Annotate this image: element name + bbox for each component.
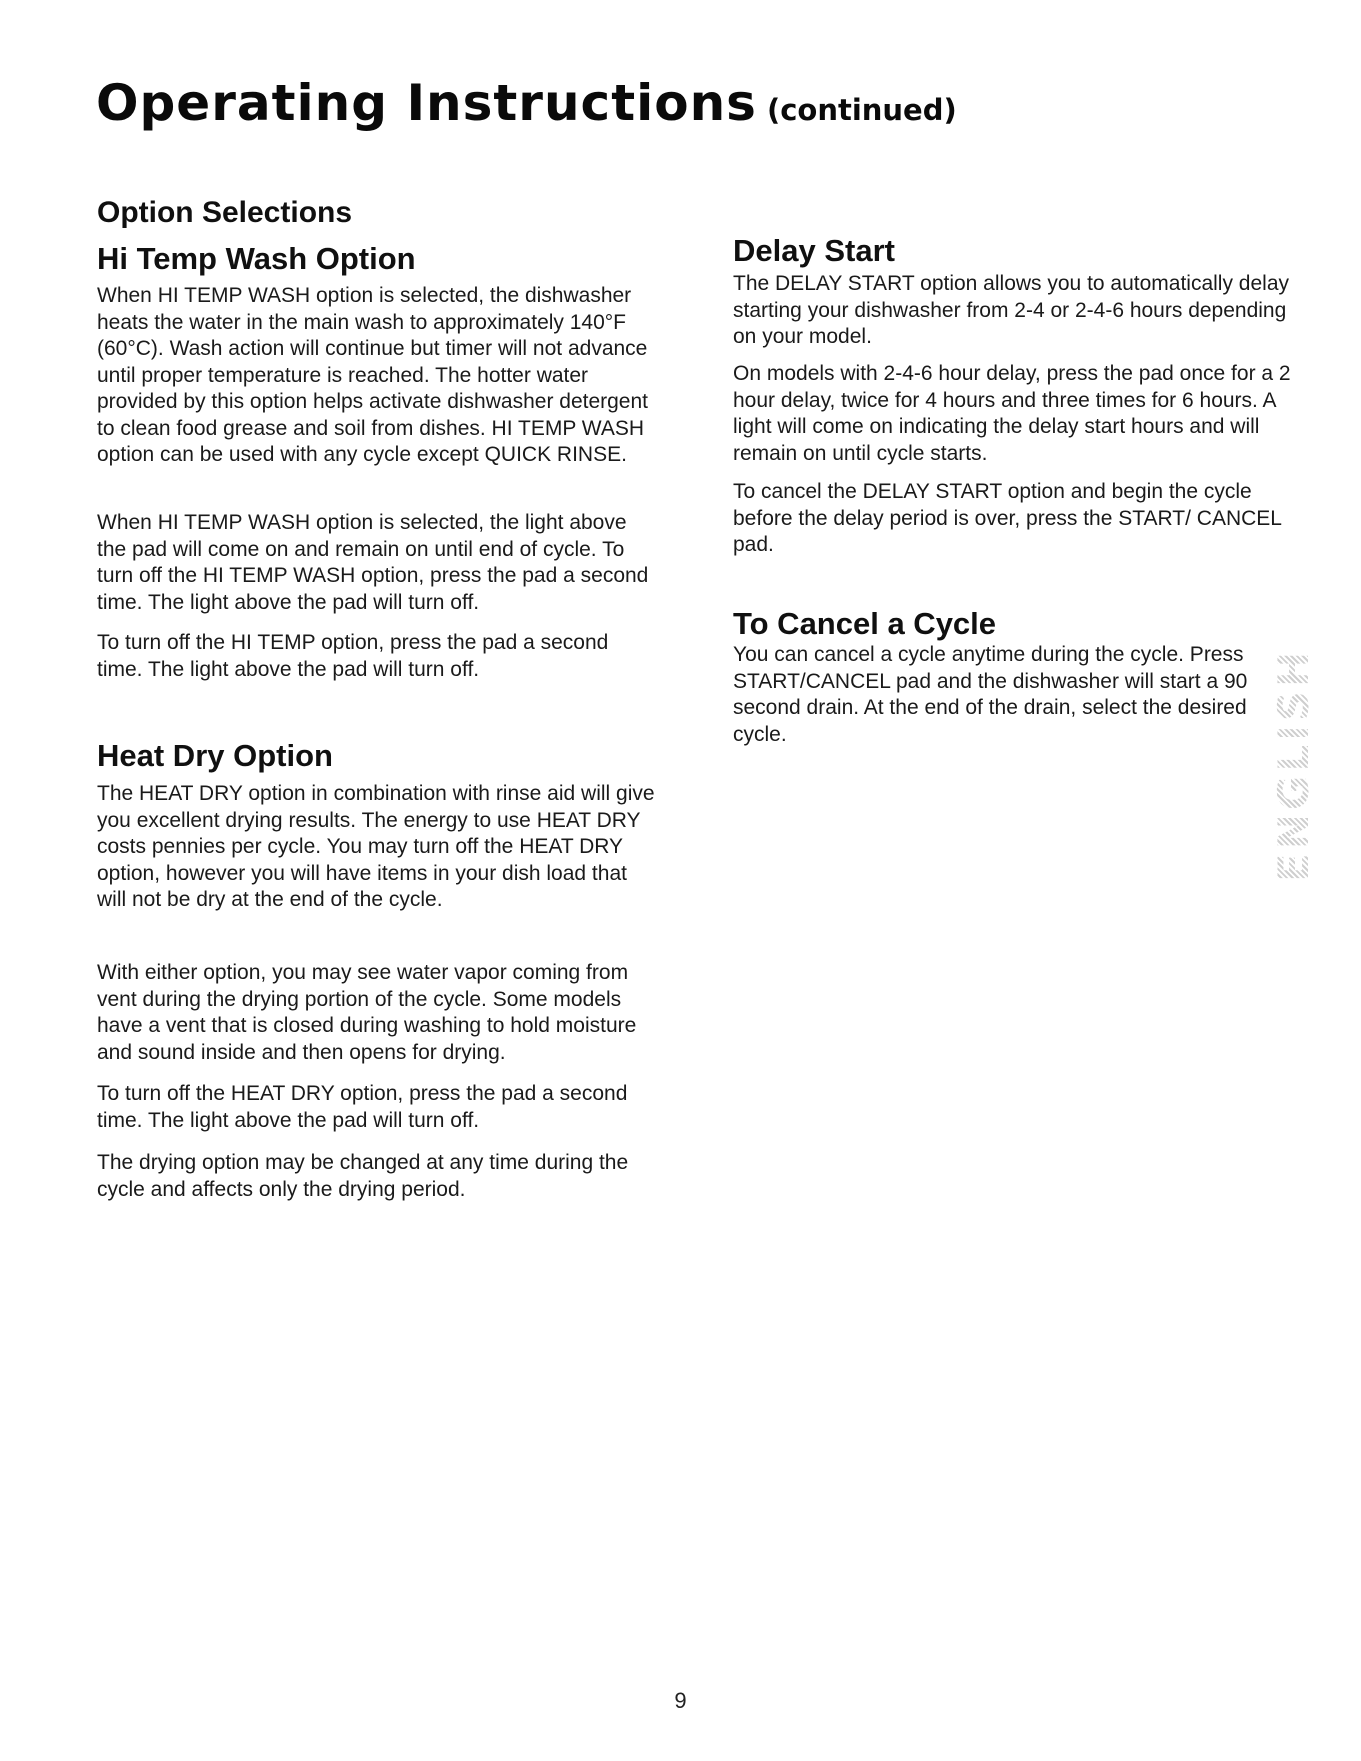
option-selections-heading: Option Selections (97, 196, 353, 229)
heat-dry-paragraph-2: With either option, you may see water vapor coming from vent during the drying portion of the cycle. Some models have a vent that is closed during washing to hold moisture and sound inside and then opens for drying. (97, 961, 637, 1064)
hi-temp-paragraph-1: When HI TEMP WASH option is selected, the dishwasher heats the water in the main wash to approximately 140°F (60°C). Wash action will continue but timer will not advance until proper temperature is reached. The hotter water provided by this option helps activate dishwasher detergent to clean food grease and soil from dishes. HI TEMP WASH option can be used with any cycle except QUICK RINSE. (97, 284, 649, 466)
heat-dry-paragraph-4: The drying option may be changed at any time during the cycle and affects only the drying period. (97, 1151, 629, 1201)
delay-start-paragraph-1: The DELAY START option allows you to automatically delay starting your dishwasher from 2-4 or 2-4-6 hours depending on your model. (733, 272, 1290, 348)
cancel-cycle-heading: To Cancel a Cycle (733, 606, 997, 641)
heat-dry-heading: Heat Dry Option (97, 738, 333, 773)
delay-start-heading: Delay Start (733, 233, 895, 268)
hi-temp-wash-heading: Hi Temp Wash Option (97, 241, 416, 276)
cancel-cycle-paragraph-1: You can cancel a cycle anytime during the cycle. Press START/CANCEL pad and the dishwasher will start a 90 second drain. At the end of the drain, select the desired cycle. (733, 643, 1248, 746)
page-title-main: Operating Instructions (96, 74, 757, 132)
hi-temp-paragraph-3: To turn off the HI TEMP option, press the pad a second time. The light above the pad will turn off. (97, 631, 609, 681)
delay-start-paragraph-2: On models with 2-4-6 hour delay, press the pad once for a 2 hour delay, twice for 4 hours and three times for 6 hours. A light will come on indicating the delay start hours and will remain on until cycle starts. (733, 362, 1291, 465)
english-side-tab: ENGLISH (1268, 636, 1318, 894)
page-number: 9 (674, 1688, 687, 1713)
page-title (96, 74, 957, 132)
delay-start-paragraph-3: To cancel the DELAY START option and begin the cycle before the delay period is over, press the START/ CANCEL pad. (733, 480, 1282, 556)
page-title-continued: (continued) (766, 93, 957, 127)
heat-dry-paragraph-3: To turn off the HEAT DRY option, press the pad a second time. The light above the pad will turn off. (97, 1082, 628, 1132)
hi-temp-paragraph-2: When HI TEMP WASH option is selected, the light above the pad will come on and remain on until end of cycle. To turn off the HI TEMP WASH option, press the pad a second time. The light above the pad will turn off. (97, 511, 649, 614)
heat-dry-paragraph-1: The HEAT DRY option in combination with rinse aid will give you excellent drying results. The energy to use HEAT DRY costs pennies per cycle. You may turn off the HEAT DRY option, however you will have items in your dish load that will not be dry at the end of the cycle. (97, 782, 655, 911)
